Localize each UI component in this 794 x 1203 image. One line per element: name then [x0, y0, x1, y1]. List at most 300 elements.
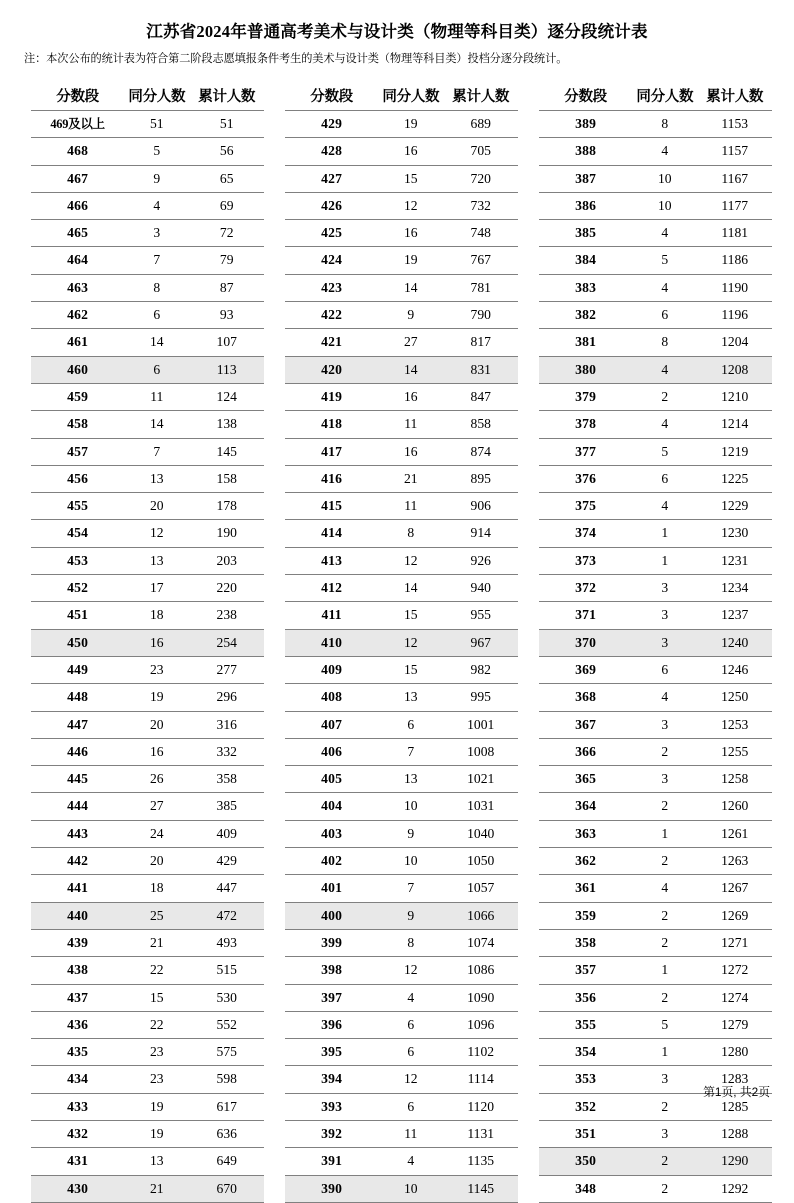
page-footer: 第1页, 共2页: [703, 1085, 770, 1099]
cell-cumulative-count: 1102: [443, 1039, 518, 1066]
cell-score-segment: 362: [539, 848, 632, 875]
cell-same-count: 13: [124, 1148, 189, 1175]
cell-same-count: 10: [378, 848, 443, 875]
table-row: [31, 848, 264, 875]
table-row: [31, 547, 264, 574]
cell-same-count: 4: [632, 493, 697, 520]
cell-score-segment: 403: [285, 820, 378, 847]
cell-same-count: 7: [124, 247, 189, 274]
cell-score-segment: 442: [31, 848, 124, 875]
cell-same-count: 8: [378, 520, 443, 547]
cell-same-count: 15: [378, 602, 443, 629]
cell-score-segment: 373: [539, 547, 632, 574]
table-row: [31, 738, 264, 765]
cell-score-segment: 459: [31, 383, 124, 410]
column-header-same-count: 同分人数: [128, 89, 186, 105]
cell-same-count: 4: [378, 1148, 443, 1175]
cell-score-segment: 435: [31, 1039, 124, 1066]
cell-cumulative-count: 385: [189, 793, 264, 820]
score-table-block: [539, 84, 772, 1203]
column-header-same-count: 同分人数: [636, 89, 694, 105]
table-row: [539, 929, 772, 956]
table-row: [539, 766, 772, 793]
cell-same-count: 2: [632, 738, 697, 765]
cell-same-count: 3: [632, 602, 697, 629]
cell-same-count: 22: [124, 957, 189, 984]
table-row: [539, 165, 772, 192]
cell-same-count: 11: [124, 383, 189, 410]
cell-cumulative-count: 670: [189, 1175, 264, 1202]
table-row: [539, 192, 772, 219]
cell-cumulative-count: 1253: [697, 711, 772, 738]
cell-score-segment: 394: [285, 1066, 378, 1093]
cell-same-count: 16: [378, 438, 443, 465]
table-row: [31, 1175, 264, 1202]
cell-cumulative-count: 145: [189, 438, 264, 465]
cell-same-count: 11: [378, 411, 443, 438]
cell-cumulative-count: 940: [443, 575, 518, 602]
cell-cumulative-count: 732: [443, 192, 518, 219]
table-row: [539, 138, 772, 165]
cell-same-count: 15: [378, 165, 443, 192]
cell-score-segment: 391: [285, 1148, 378, 1175]
cell-cumulative-count: 472: [189, 902, 264, 929]
cell-same-count: 3: [632, 1066, 697, 1093]
cell-cumulative-count: 617: [189, 1093, 264, 1120]
cell-cumulative-count: 138: [189, 411, 264, 438]
cell-same-count: 16: [378, 383, 443, 410]
cell-score-segment: 365: [539, 766, 632, 793]
cell-score-segment: 457: [31, 438, 124, 465]
table-row: [285, 602, 518, 629]
cell-same-count: 10: [378, 1175, 443, 1202]
cell-cumulative-count: 1246: [697, 656, 772, 683]
table-row: [31, 929, 264, 956]
table-row: [31, 957, 264, 984]
table-row: [285, 1175, 518, 1202]
table-row: [31, 111, 264, 138]
cell-same-count: 6: [124, 302, 189, 329]
cell-score-segment: 463: [31, 274, 124, 301]
cell-cumulative-count: 158: [189, 465, 264, 492]
table-row: [31, 438, 264, 465]
cell-cumulative-count: 1057: [443, 875, 518, 902]
table-row: [539, 684, 772, 711]
cell-score-segment: 425: [285, 220, 378, 247]
cell-same-count: 2: [632, 902, 697, 929]
cell-cumulative-count: 1214: [697, 411, 772, 438]
cell-same-count: 51: [124, 111, 189, 138]
cell-score-segment: 348: [539, 1175, 632, 1202]
cell-cumulative-count: 69: [189, 192, 264, 219]
table-row: [31, 411, 264, 438]
cell-cumulative-count: 1258: [697, 766, 772, 793]
cell-cumulative-count: 93: [189, 302, 264, 329]
cell-same-count: 4: [378, 984, 443, 1011]
cell-same-count: 2: [632, 1093, 697, 1120]
cell-same-count: 18: [124, 875, 189, 902]
cell-same-count: 12: [124, 520, 189, 547]
cell-cumulative-count: 847: [443, 383, 518, 410]
cell-score-segment: 351: [539, 1120, 632, 1147]
cell-same-count: 5: [124, 138, 189, 165]
cell-cumulative-count: 1290: [697, 1148, 772, 1175]
cell-cumulative-count: 1285: [697, 1093, 772, 1120]
cell-same-count: 9: [378, 902, 443, 929]
cell-cumulative-count: 332: [189, 738, 264, 765]
cell-same-count: 16: [378, 220, 443, 247]
table-row: [539, 302, 772, 329]
cell-same-count: 10: [632, 165, 697, 192]
table-row: [539, 247, 772, 274]
cell-same-count: 4: [632, 411, 697, 438]
cell-cumulative-count: 1240: [697, 629, 772, 656]
cell-same-count: 15: [378, 656, 443, 683]
cell-same-count: 26: [124, 766, 189, 793]
cell-score-segment: 462: [31, 302, 124, 329]
cell-cumulative-count: 1096: [443, 1011, 518, 1038]
cell-score-segment: 396: [285, 1011, 378, 1038]
column-header-score: 分数段: [564, 89, 607, 105]
cell-score-segment: 353: [539, 1066, 632, 1093]
cell-score-segment: 369: [539, 656, 632, 683]
cell-score-segment: 375: [539, 493, 632, 520]
table-row: [31, 465, 264, 492]
cell-cumulative-count: 1090: [443, 984, 518, 1011]
cell-score-segment: 386: [539, 192, 632, 219]
table-row: [31, 602, 264, 629]
table-row: [539, 957, 772, 984]
cell-cumulative-count: 530: [189, 984, 264, 1011]
cell-cumulative-count: 1260: [697, 793, 772, 820]
cell-same-count: 4: [632, 356, 697, 383]
cell-cumulative-count: 190: [189, 520, 264, 547]
table-columns-container: [0, 84, 794, 1203]
cell-cumulative-count: 1208: [697, 356, 772, 383]
cell-score-segment: 370: [539, 629, 632, 656]
cell-cumulative-count: 1272: [697, 957, 772, 984]
cell-same-count: 4: [124, 192, 189, 219]
cell-score-segment: 398: [285, 957, 378, 984]
cell-score-segment: 413: [285, 547, 378, 574]
cell-same-count: 6: [632, 465, 697, 492]
cell-cumulative-count: 705: [443, 138, 518, 165]
cell-same-count: 10: [632, 192, 697, 219]
cell-score-segment: 411: [285, 602, 378, 629]
cell-same-count: 27: [378, 329, 443, 356]
cell-score-segment: 466: [31, 192, 124, 219]
cell-same-count: 2: [632, 383, 697, 410]
cell-score-segment: 437: [31, 984, 124, 1011]
cell-score-segment: 357: [539, 957, 632, 984]
cell-score-segment: 456: [31, 465, 124, 492]
table-row: [31, 875, 264, 902]
table-row: [539, 1011, 772, 1038]
table-row: [285, 247, 518, 274]
cell-cumulative-count: 1271: [697, 929, 772, 956]
cell-score-segment: 455: [31, 493, 124, 520]
cell-same-count: 18: [124, 602, 189, 629]
table-row: [539, 738, 772, 765]
cell-cumulative-count: 967: [443, 629, 518, 656]
cell-score-segment: 355: [539, 1011, 632, 1038]
cell-same-count: 12: [378, 547, 443, 574]
cell-score-segment: 434: [31, 1066, 124, 1093]
cell-same-count: 7: [378, 875, 443, 902]
cell-cumulative-count: 107: [189, 329, 264, 356]
cell-score-segment: 441: [31, 875, 124, 902]
cell-same-count: 3: [632, 711, 697, 738]
table-row: [31, 356, 264, 383]
cell-cumulative-count: 1008: [443, 738, 518, 765]
cell-same-count: 9: [124, 165, 189, 192]
cell-cumulative-count: 1292: [697, 1175, 772, 1202]
cell-same-count: 16: [124, 629, 189, 656]
cell-cumulative-count: 1031: [443, 793, 518, 820]
cell-same-count: 4: [632, 220, 697, 247]
cell-same-count: 10: [378, 793, 443, 820]
cell-same-count: 2: [632, 929, 697, 956]
cell-score-segment: 412: [285, 575, 378, 602]
cell-score-segment: 420: [285, 356, 378, 383]
table-row: [539, 629, 772, 656]
cell-cumulative-count: 1263: [697, 848, 772, 875]
cell-cumulative-count: 316: [189, 711, 264, 738]
table-row: [31, 274, 264, 301]
table-row: [285, 1120, 518, 1147]
cell-cumulative-count: 955: [443, 602, 518, 629]
table-row: [285, 684, 518, 711]
cell-cumulative-count: 1074: [443, 929, 518, 956]
cell-score-segment: 385: [539, 220, 632, 247]
cell-score-segment: 379: [539, 383, 632, 410]
table-row: [31, 575, 264, 602]
cell-cumulative-count: 1040: [443, 820, 518, 847]
cell-score-segment: 366: [539, 738, 632, 765]
cell-score-segment: 426: [285, 192, 378, 219]
table-row: [31, 520, 264, 547]
cell-same-count: 13: [378, 766, 443, 793]
cell-score-segment: 431: [31, 1148, 124, 1175]
cell-same-count: 2: [632, 984, 697, 1011]
cell-cumulative-count: 858: [443, 411, 518, 438]
cell-same-count: 14: [124, 329, 189, 356]
cell-cumulative-count: 598: [189, 1066, 264, 1093]
cell-cumulative-count: 1181: [697, 220, 772, 247]
cell-cumulative-count: 238: [189, 602, 264, 629]
cell-score-segment: 377: [539, 438, 632, 465]
table-row: [539, 329, 772, 356]
cell-cumulative-count: 575: [189, 1039, 264, 1066]
cell-score-segment: 384: [539, 247, 632, 274]
cell-cumulative-count: 1283: [697, 1066, 772, 1093]
cell-same-count: 9: [378, 302, 443, 329]
cell-cumulative-count: 914: [443, 520, 518, 547]
cell-score-segment: 419: [285, 383, 378, 410]
cell-score-segment: 438: [31, 957, 124, 984]
cell-same-count: 2: [632, 1175, 697, 1202]
cell-same-count: 8: [378, 929, 443, 956]
page-title: 江苏省2024年普通高考美术与设计类（物理等科目类）逐分段统计表: [146, 22, 648, 41]
cell-score-segment: 404: [285, 793, 378, 820]
cell-same-count: 17: [124, 575, 189, 602]
cell-same-count: 16: [124, 738, 189, 765]
cell-cumulative-count: 995: [443, 684, 518, 711]
table-row: [285, 493, 518, 520]
table-row: [285, 220, 518, 247]
cell-cumulative-count: 1230: [697, 520, 772, 547]
table-row: [285, 274, 518, 301]
table-row: [285, 1148, 518, 1175]
cell-score-segment: 401: [285, 875, 378, 902]
table-row: [31, 711, 264, 738]
cell-same-count: 13: [124, 547, 189, 574]
column-header-cumulative-count: 累计人数: [452, 89, 510, 105]
cell-cumulative-count: 1153: [697, 111, 772, 138]
cell-score-segment: 416: [285, 465, 378, 492]
cell-cumulative-count: 254: [189, 629, 264, 656]
cell-cumulative-count: 124: [189, 383, 264, 410]
cell-score-segment: 450: [31, 629, 124, 656]
cell-score-segment: 451: [31, 602, 124, 629]
cell-cumulative-count: 1066: [443, 902, 518, 929]
table-row: [285, 465, 518, 492]
cell-same-count: 12: [378, 629, 443, 656]
cell-score-segment: 445: [31, 766, 124, 793]
cell-same-count: 5: [632, 1011, 697, 1038]
table-row: [285, 929, 518, 956]
cell-cumulative-count: 720: [443, 165, 518, 192]
cell-score-segment: 356: [539, 984, 632, 1011]
cell-cumulative-count: 689: [443, 111, 518, 138]
cell-score-segment: 428: [285, 138, 378, 165]
table-row: [285, 848, 518, 875]
cell-same-count: 1: [632, 1039, 697, 1066]
cell-score-segment: 381: [539, 329, 632, 356]
cell-same-count: 3: [632, 1120, 697, 1147]
cell-same-count: 1: [632, 957, 697, 984]
table-row: [285, 984, 518, 1011]
table-row: [285, 111, 518, 138]
cell-same-count: 6: [378, 1093, 443, 1120]
cell-score-segment: 354: [539, 1039, 632, 1066]
cell-cumulative-count: 1250: [697, 684, 772, 711]
cell-score-segment: 402: [285, 848, 378, 875]
table-row: [539, 793, 772, 820]
cell-score-segment: 406: [285, 738, 378, 765]
cell-cumulative-count: 87: [189, 274, 264, 301]
cell-cumulative-count: 1210: [697, 383, 772, 410]
table-row: [539, 656, 772, 683]
cell-same-count: 6: [632, 302, 697, 329]
cell-cumulative-count: 429: [189, 848, 264, 875]
cell-same-count: 6: [378, 1011, 443, 1038]
cell-score-segment: 363: [539, 820, 632, 847]
cell-cumulative-count: 1001: [443, 711, 518, 738]
table-row: [285, 411, 518, 438]
cell-same-count: 19: [378, 111, 443, 138]
cell-same-count: 19: [378, 247, 443, 274]
table-row: [31, 247, 264, 274]
cell-same-count: 14: [378, 274, 443, 301]
cell-same-count: 19: [124, 684, 189, 711]
table-row: [539, 1148, 772, 1175]
cell-same-count: 21: [124, 929, 189, 956]
cell-cumulative-count: 1225: [697, 465, 772, 492]
cell-cumulative-count: 1145: [443, 1175, 518, 1202]
cell-score-segment: 432: [31, 1120, 124, 1147]
cell-score-segment: 409: [285, 656, 378, 683]
table-row: [285, 165, 518, 192]
cell-cumulative-count: 51: [189, 111, 264, 138]
table-row: [539, 520, 772, 547]
table-row: [285, 711, 518, 738]
table-row: [31, 329, 264, 356]
cell-score-segment: 352: [539, 1093, 632, 1120]
cell-score-segment: 389: [539, 111, 632, 138]
cell-score-segment: 436: [31, 1011, 124, 1038]
cell-cumulative-count: 790: [443, 302, 518, 329]
cell-score-segment: 399: [285, 929, 378, 956]
cell-score-segment: 400: [285, 902, 378, 929]
cell-cumulative-count: 1231: [697, 547, 772, 574]
cell-same-count: 16: [378, 138, 443, 165]
cell-score-segment: 405: [285, 766, 378, 793]
cell-same-count: 6: [124, 356, 189, 383]
cell-same-count: 8: [124, 274, 189, 301]
cell-score-segment: 427: [285, 165, 378, 192]
cell-same-count: 4: [632, 684, 697, 711]
cell-score-segment: 433: [31, 1093, 124, 1120]
cell-score-segment: 393: [285, 1093, 378, 1120]
cell-score-segment: 387: [539, 165, 632, 192]
cell-cumulative-count: 1229: [697, 493, 772, 520]
column-header-cumulative-count: 累计人数: [198, 89, 256, 105]
cell-cumulative-count: 447: [189, 875, 264, 902]
cell-same-count: 23: [124, 1039, 189, 1066]
cell-score-segment: 388: [539, 138, 632, 165]
table-row: [285, 1039, 518, 1066]
table-row: [285, 383, 518, 410]
table-row: [285, 766, 518, 793]
cell-cumulative-count: 1255: [697, 738, 772, 765]
cell-cumulative-count: 817: [443, 329, 518, 356]
cell-score-segment: 465: [31, 220, 124, 247]
table-row: [539, 411, 772, 438]
cell-same-count: 4: [632, 138, 697, 165]
cell-cumulative-count: 1050: [443, 848, 518, 875]
cell-same-count: 1: [632, 547, 697, 574]
table-row: [285, 875, 518, 902]
table-row: [539, 220, 772, 247]
cell-score-segment: 423: [285, 274, 378, 301]
table-row: [31, 984, 264, 1011]
cell-score-segment: 447: [31, 711, 124, 738]
cell-score-segment: 407: [285, 711, 378, 738]
cell-same-count: 23: [124, 1066, 189, 1093]
cell-cumulative-count: 926: [443, 547, 518, 574]
table-row: [31, 302, 264, 329]
table-row: [539, 465, 772, 492]
column-header-cumulative-count: 累计人数: [706, 89, 764, 105]
cell-cumulative-count: 277: [189, 656, 264, 683]
table-row: [31, 165, 264, 192]
table-row: [539, 711, 772, 738]
cell-cumulative-count: 1186: [697, 247, 772, 274]
cell-same-count: 13: [124, 465, 189, 492]
cell-score-segment: 464: [31, 247, 124, 274]
table-row: [539, 383, 772, 410]
